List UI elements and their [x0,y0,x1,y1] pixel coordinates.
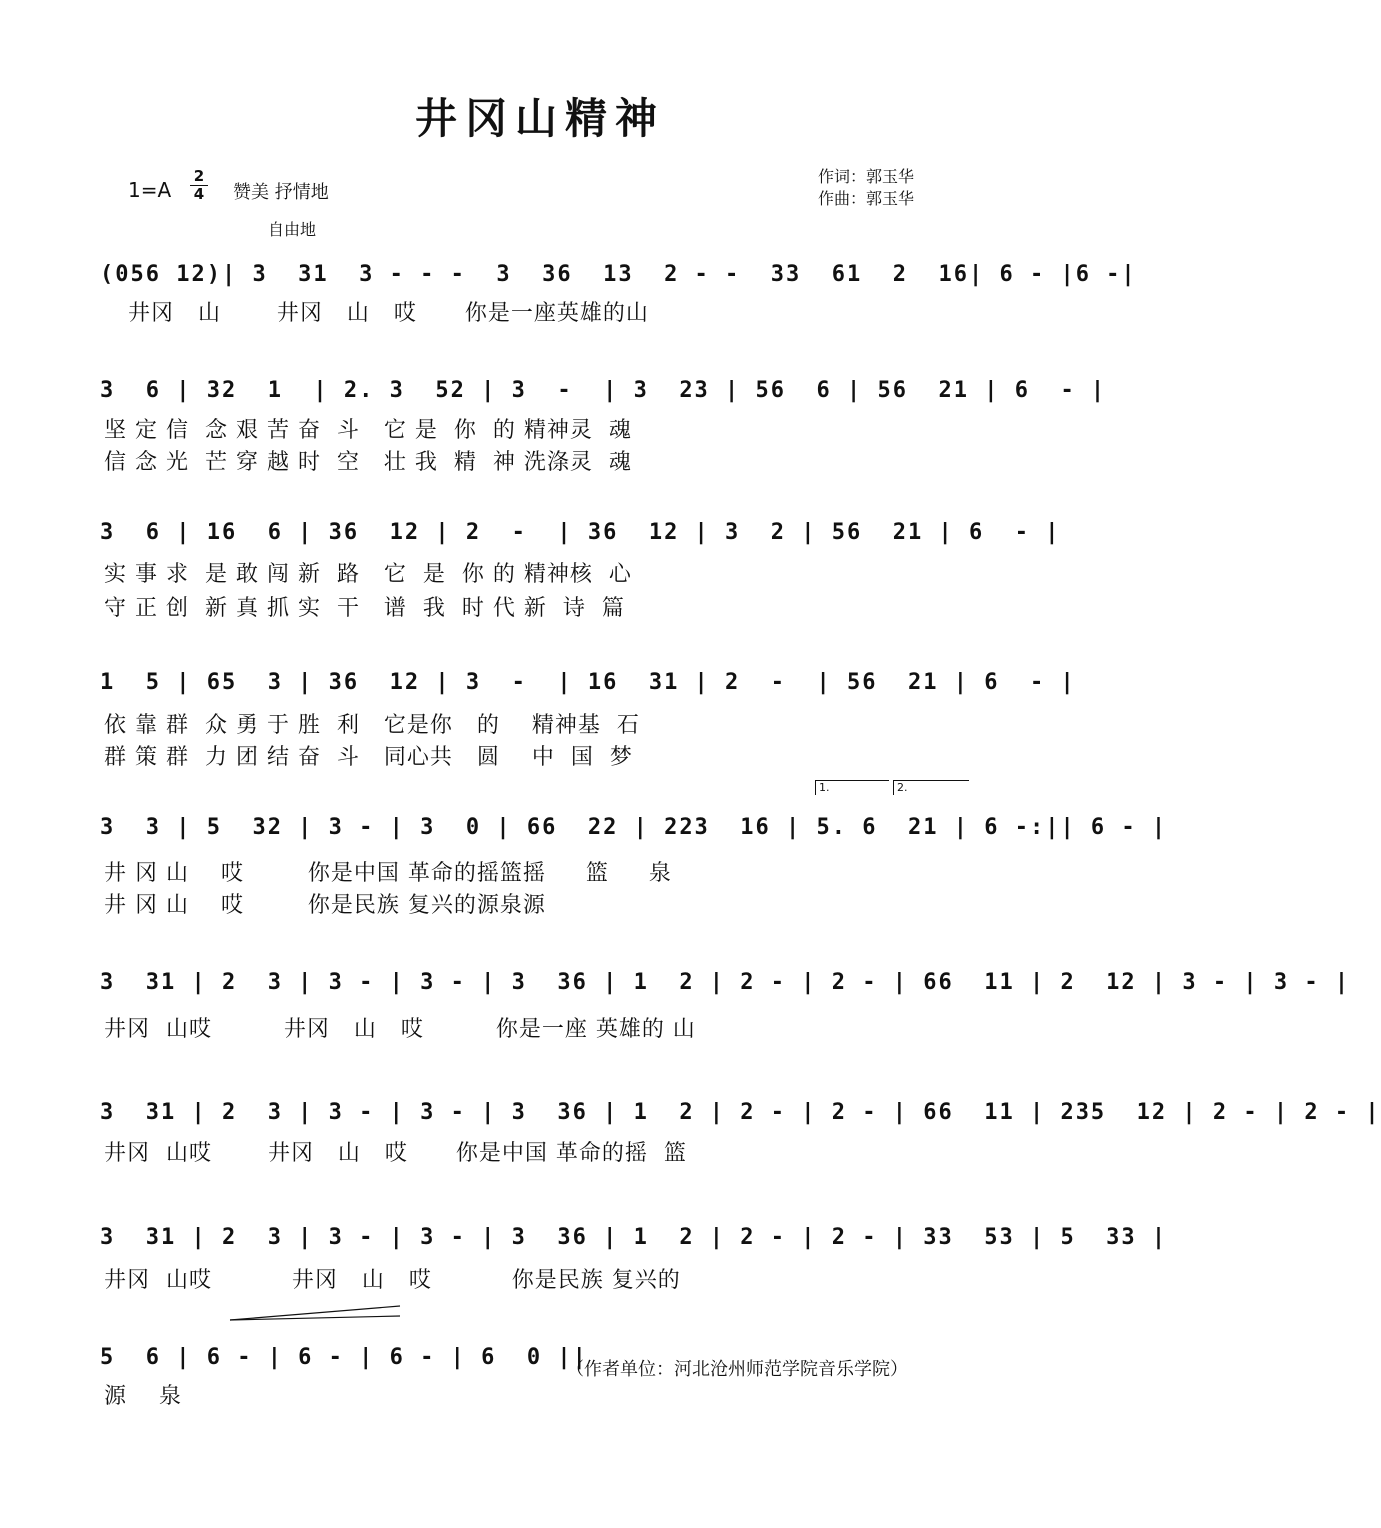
notation: 5 6 | 6 - | 6 - | 6 - | 6 0 || [100,1345,588,1370]
lyric-line: 井 冈 山 哎 你是民族 复兴的源泉源 [104,893,546,918]
notation: 3 31 | 2 3 | 3 - | 3 - | 3 36 | 1 2 | 2 - | 2 - | 33 53 | 5 33 | [100,1225,1168,1250]
author-affiliation: （作者单位：河北沧州师范学院音乐学院） [566,1359,908,1380]
volta-first-ending: 1. [815,780,889,795]
time-signature-bottom: 4 [193,185,205,203]
lyric-line: 群 策 群 力 团 结 奋 斗 同心共 圆 中 国 梦 [104,745,633,770]
lyric-line: 实 事 求 是 敢 闯 新 路 它 是 你 的 精神核 心 [104,562,632,587]
lyric-line: 依 靠 群 众 勇 于 胜 利 它是你 的 精神基 石 [104,713,640,738]
staff-line-4 [100,670,1076,710]
notation: 3 3 | 5 32 | 3 - | 3 0 | 66 22 | 223 16 | 5. 6 21 | 6 -:|| 6 - | [100,815,1168,840]
lyric-line: 源 泉 [104,1384,182,1409]
lyric-line: 井冈 山 井冈 山 哎 你是一座英雄的山 [104,301,649,326]
notation: 3 6 | 32 1 | 2. 3 52 | 3 - | 3 23 | 56 6 | 56 21 | 6 - | [100,378,1107,403]
staff-line-8 [100,1225,1168,1265]
lyric-line: 信 念 光 芒 穿 越 时 空 壮 我 精 神 洗涤灵 魂 [104,450,632,475]
notation: (056 12)| 3 31 3 - - - 3 36 13 2 - - 33 61 2 16| 6 - |6 -| [100,262,1137,287]
time-signature [190,168,208,203]
lyric-line: 井冈 山哎 井冈 山 哎 你是中国 革命的摇 篮 [104,1141,687,1166]
time-signature-top: 2 [193,167,205,185]
tempo-mark: 自由地 [268,220,317,239]
notation: 3 31 | 2 3 | 3 - | 3 - | 3 36 | 1 2 | 2 - | 2 - | 66 11 | 2 12 | 3 - | 3 - | [100,970,1351,995]
lyric-line: 守 正 创 新 真 抓 实 干 谱 我 时 代 新 诗 篇 [104,596,625,621]
lyric-line: 井冈 山哎 井冈 山 哎 你是民族 复兴的 [104,1268,681,1293]
volta-second-ending: 2. [893,780,969,795]
lyric-line: 井冈 山哎 井冈 山 哎 你是一座 英雄的 山 [104,1017,696,1042]
notation: 3 31 | 2 3 | 3 - | 3 - | 3 36 | 1 2 | 2 - | 2 - | 66 11 | 235 12 | 2 - | 2 - | [100,1100,1381,1125]
staff-line-6 [100,970,1351,1010]
staff-line-5 [100,815,1168,855]
staff-line-3 [100,520,1061,560]
staff-line-2 [100,378,1107,418]
notation: 1 5 | 65 3 | 36 12 | 3 - | 16 31 | 2 - | 56 21 | 6 - | [100,670,1076,695]
lyric-line: 坚 定 信 念 艰 苦 奋 斗 它 是 你 的 精神灵 魂 [104,418,632,443]
lyricist-credit: 作词：郭玉华 [818,167,915,186]
key-signature: 1=A [128,178,172,202]
composer-credit: 作曲：郭玉华 [818,189,915,208]
expression-mark: 赞美 抒情地 [233,182,329,203]
song-title: 井冈山精神 [414,94,665,143]
staff-line-7 [100,1100,1381,1140]
lyric-line: 井 冈 山 哎 你是中国 革命的摇篮摇 篮 泉 [104,861,672,886]
notation: 3 6 | 16 6 | 36 12 | 2 - | 36 12 | 3 2 | 56 21 | 6 - | [100,520,1061,545]
